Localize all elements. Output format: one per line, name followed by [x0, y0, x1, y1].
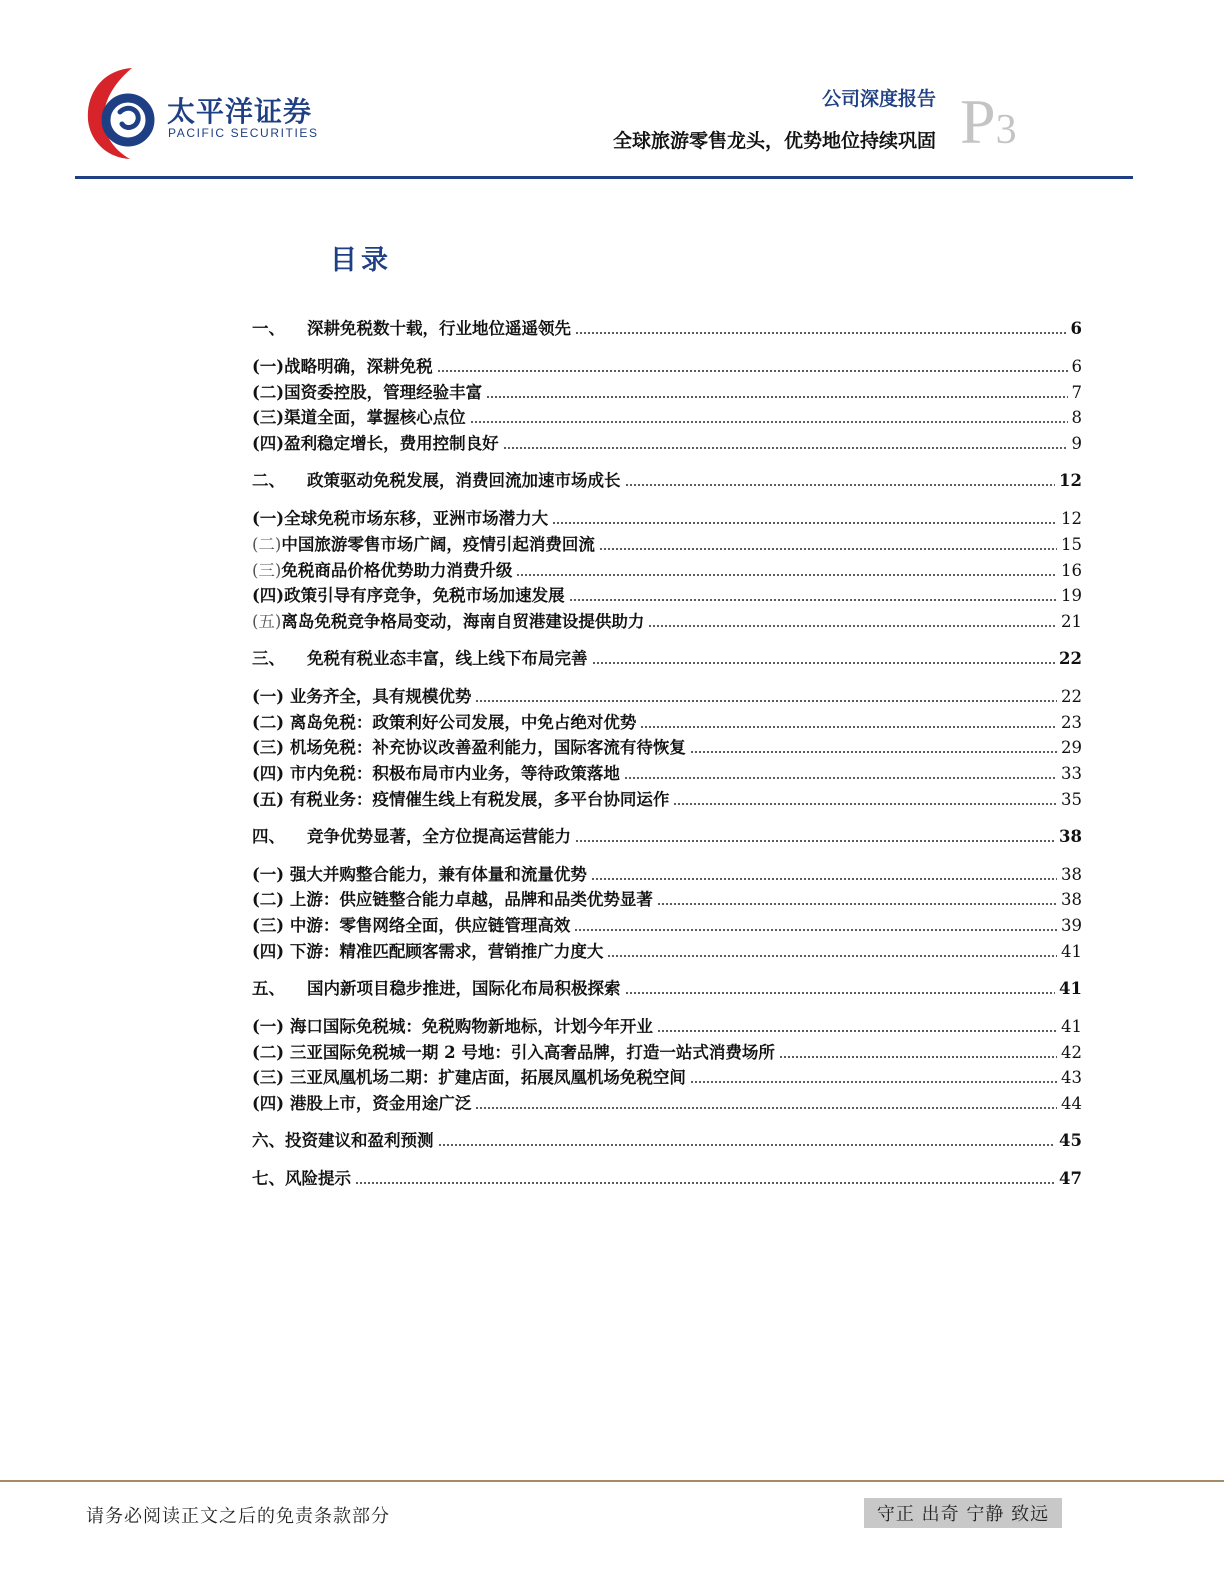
- toc-dot-leader: [599, 548, 1057, 550]
- toc-entry-label: [252, 505, 548, 529]
- toc-dot-leader: [470, 421, 1068, 423]
- toc-entry-label: [252, 786, 669, 810]
- toc-entry-page: 15: [1061, 534, 1082, 554]
- toc-dot-leader: [690, 1081, 1057, 1083]
- toc-entry-page: 9: [1071, 434, 1082, 454]
- toc-entry-title: 深耕免税数十载，行业地位遥遥领先: [307, 319, 571, 338]
- toc-entry-number: (一): [252, 357, 285, 376]
- toc-section-entry[interactable]: [252, 1039, 1082, 1063]
- toc-section-entry[interactable]: [252, 683, 1082, 707]
- toc-entry-page: 29: [1061, 738, 1082, 758]
- toc-entry-page: 41: [1061, 1016, 1082, 1036]
- report-title: 全球旅游零售龙头，优势地位持续巩固: [612, 130, 936, 152]
- toc-chapter-entry[interactable]: [252, 1165, 1082, 1189]
- toc-entry-title: 投资建议和盈利预测: [285, 1130, 434, 1150]
- toc-dot-leader: [625, 484, 1056, 486]
- toc-entry-title: 渠道全面，掌握核心点位: [284, 408, 466, 428]
- toc-dot-leader: [355, 1182, 1055, 1184]
- toc-entry-number: (一): [252, 1016, 285, 1036]
- toc-entry-title: 免税商品价格优势助力消费升级: [281, 560, 513, 580]
- toc-entry-title: 竞争优势显著，全方位提高运营能力: [307, 826, 571, 846]
- toc-dot-leader: [575, 840, 1055, 842]
- toc-entry-number: (二): [252, 890, 285, 910]
- toc-chapter-entry[interactable]: [252, 1127, 1082, 1151]
- toc-dot-leader: [592, 662, 1056, 664]
- toc-entry-title: 风险提示: [285, 1168, 351, 1188]
- toc-entry-label: [252, 557, 512, 581]
- toc-section-entry[interactable]: [252, 608, 1082, 632]
- toc-entry-title: 业务齐全，具有规模优势: [284, 686, 472, 706]
- toc-entry-page: 33: [1061, 764, 1082, 783]
- toc-entry-page: 44: [1061, 1093, 1082, 1113]
- toc-section-entry[interactable]: [252, 786, 1082, 810]
- toc-entry-label: [252, 975, 621, 999]
- report-type: 公司深度报告: [821, 88, 936, 110]
- toc-entry-number: (四): [252, 764, 285, 783]
- toc-entry-title: 盈利稳定增长，费用控制良好: [284, 434, 499, 454]
- toc-dot-leader: [607, 955, 1057, 957]
- toc-entry-number: 四、: [252, 826, 285, 846]
- toc-dot-leader: [516, 574, 1057, 576]
- toc-entry-page: 6: [1070, 319, 1082, 338]
- toc-dot-leader: [569, 599, 1057, 601]
- toc-dot-leader: [657, 1030, 1057, 1032]
- toc-entry-page: 41: [1059, 978, 1082, 998]
- toc-entry-title: 战略明确，深耕免税: [284, 357, 433, 376]
- toc-entry-label: [252, 823, 571, 847]
- toc-dot-leader: [438, 1144, 1056, 1146]
- toc-entry-title: 三亚凤凰机场二期：扩建店面，拓展凤凰机场免税空间: [284, 1068, 686, 1088]
- toc-section-entry[interactable]: [252, 353, 1082, 377]
- toc-entry-label: [252, 531, 595, 555]
- toc-section-entry[interactable]: [252, 760, 1082, 784]
- toc-chapter-entry[interactable]: [252, 823, 1082, 847]
- toc-entry-label: [252, 430, 499, 454]
- toc-entry-number: (三): [252, 916, 285, 936]
- toc-entry-number: (二): [252, 382, 285, 402]
- logo-text-en: PACIFIC SECURITIES: [168, 126, 319, 140]
- toc-entry-title: 离岛免税竞争格局变动，海南自贸港建设提供助力: [281, 611, 645, 631]
- toc-entry-title: 强大并购整合能力，兼有体量和流量优势: [284, 864, 587, 884]
- toc-section-entry[interactable]: [252, 1090, 1082, 1114]
- logo-text-cn: 太平洋证券: [167, 95, 313, 128]
- toc-entry-title: 上游：供应链整合能力卓越，品牌和品类优势显著: [284, 890, 653, 910]
- toc-entry-number: 一、: [252, 319, 285, 338]
- toc-entry-page: 38: [1061, 890, 1082, 910]
- toc-entry-label: [252, 353, 433, 377]
- toc-entry-page: 19: [1061, 586, 1082, 606]
- toc-entry-title: 国资委控股，管理经验丰富: [284, 382, 483, 402]
- toc-entry-page: 16: [1061, 560, 1082, 580]
- toc-heading: 目录: [330, 245, 392, 276]
- toc-entry-number: 五、: [252, 978, 285, 998]
- toc-section-entry[interactable]: [252, 379, 1082, 403]
- toc-entry-label: [252, 404, 466, 428]
- toc-entry-label: [252, 1165, 351, 1189]
- toc-dot-leader: [640, 726, 1057, 728]
- toc-entry-label: [252, 645, 588, 669]
- toc-entry-number: (三): [252, 1068, 285, 1088]
- toc-entry-label: [252, 760, 620, 784]
- toc-entry-label: [252, 1064, 686, 1088]
- page-prefix: P: [960, 86, 996, 157]
- toc-entry-label: [252, 608, 644, 632]
- toc-entry-number: (二): [252, 534, 282, 554]
- toc-entry-label: [252, 467, 621, 491]
- page-number: [960, 86, 1017, 157]
- toc-entry-number: (一): [252, 686, 285, 706]
- toc-dot-leader: [673, 803, 1057, 805]
- header-divider: [75, 176, 1133, 179]
- toc-dot-leader: [591, 878, 1057, 880]
- toc-entry-page: 12: [1059, 471, 1082, 491]
- toc-section-entry[interactable]: [252, 912, 1082, 936]
- toc-entry-number: (二): [252, 712, 285, 732]
- toc-entry-title: 离岛免税：政策利好公司发展，中免占绝对优势: [284, 712, 637, 732]
- toc-entry-number: (四): [252, 586, 285, 606]
- toc-section-entry[interactable]: [252, 531, 1082, 555]
- toc-dot-leader: [575, 332, 1067, 334]
- toc-entry-title: 政策驱动免税发展，消费回流加速市场成长: [307, 471, 621, 491]
- toc-section-entry[interactable]: [252, 557, 1082, 581]
- toc-entry-page: 45: [1059, 1130, 1082, 1150]
- toc-entry-label: [252, 734, 686, 758]
- toc-entry-label: [252, 1039, 775, 1063]
- toc-entry-number: (一): [252, 509, 285, 529]
- toc-section-entry[interactable]: [252, 861, 1082, 885]
- toc-entry-title: 中国旅游零售市场广阔，疫情引起消费回流: [281, 534, 595, 554]
- toc-section-entry[interactable]: [252, 430, 1082, 454]
- toc-entry-page: 47: [1059, 1168, 1082, 1188]
- toc-section-entry[interactable]: [252, 1013, 1082, 1037]
- toc-entry-number: (三): [252, 560, 282, 580]
- toc-entry-page: 38: [1059, 826, 1082, 846]
- toc-entry-number: (二): [252, 1042, 285, 1062]
- toc-entry-label: [252, 709, 636, 733]
- toc-entry-title: 中游：零售网络全面，供应链管理高效: [284, 916, 571, 936]
- toc-section-entry[interactable]: [252, 886, 1082, 910]
- toc-entry-page: 21: [1061, 611, 1082, 631]
- toc-entry-page: 43: [1061, 1068, 1082, 1088]
- toc-entry-page: 42: [1061, 1042, 1082, 1062]
- toc-entry-page: 38: [1061, 864, 1082, 884]
- toc-entry-page: 12: [1061, 509, 1082, 529]
- toc-section-entry[interactable]: [252, 404, 1082, 428]
- page-number-value: 3: [995, 107, 1017, 153]
- toc-entry-number: (五): [252, 611, 282, 631]
- toc-dot-leader: [486, 396, 1067, 398]
- toc-dot-leader: [624, 777, 1057, 779]
- toc-entry-number: 七、: [252, 1168, 285, 1188]
- toc-entry-label: [252, 861, 587, 885]
- toc-entry-label: [252, 379, 482, 403]
- toc-entry-number: (四): [252, 941, 285, 961]
- toc-dot-leader: [648, 625, 1057, 627]
- toc-entry-title: 海口国际免税城：免税购物新地标，计划今年开业: [284, 1016, 653, 1036]
- toc-entry-label: [252, 1013, 653, 1037]
- toc-entry-number: (四): [252, 434, 285, 454]
- toc-dot-leader: [437, 370, 1068, 372]
- toc-dot-leader: [625, 992, 1056, 994]
- toc-dot-leader: [475, 700, 1057, 702]
- toc-entry-number: (三): [252, 738, 285, 758]
- toc-dot-leader: [503, 447, 1068, 449]
- toc-entry-page: 23: [1061, 712, 1082, 732]
- toc-entry-title: 市内免税：积极布局市内业务，等待政策落地: [284, 764, 620, 783]
- pacific-securities-logo-icon: [84, 64, 164, 164]
- toc-dot-leader: [657, 903, 1057, 905]
- toc-chapter-entry[interactable]: [252, 467, 1082, 491]
- toc-entry-page: 8: [1071, 408, 1082, 428]
- toc-entry-page: 6: [1071, 357, 1082, 376]
- toc-section-entry[interactable]: [252, 734, 1082, 758]
- footer-divider: [0, 1480, 1224, 1482]
- toc-entry-title: 三亚国际免税城一期 2 号地：引入高奢品牌，打造一站式消费场所: [284, 1042, 775, 1062]
- toc-section-entry[interactable]: [252, 938, 1082, 962]
- toc-entry-label: [252, 912, 570, 936]
- toc-section-entry[interactable]: [252, 709, 1082, 733]
- toc-entry-label: [252, 1090, 471, 1114]
- toc-entry-title: 国内新项目稳步推进，国际化布局积极探索: [307, 978, 621, 998]
- company-logo: [84, 64, 324, 164]
- toc-entry-number: 六、: [252, 1130, 285, 1150]
- toc-entry-title: 政策引导有序竞争，免税市场加速发展: [284, 586, 565, 606]
- toc-entry-page: 22: [1059, 648, 1082, 668]
- footer-disclaimer: 请务必阅读正文之后的免责条款部分: [86, 1506, 390, 1527]
- toc-chapter-entry[interactable]: [252, 975, 1082, 999]
- toc-entry-title: 有税业务：疫情催生线上有税发展，多平台协同运作: [284, 789, 670, 809]
- toc-section-entry[interactable]: [252, 505, 1082, 529]
- toc-dot-leader: [552, 522, 1057, 524]
- toc-entry-label: [252, 886, 653, 910]
- toc-entry-label: [252, 1127, 434, 1151]
- toc-chapter-entry[interactable]: [252, 315, 1082, 339]
- toc-entry-number: (四): [252, 1093, 285, 1113]
- footer-motto: 守正 出奇 宁静 致远: [864, 1498, 1062, 1528]
- toc-entry-label: [252, 683, 471, 707]
- toc-dot-leader: [779, 1056, 1057, 1058]
- toc-entry-title: 港股上市，资金用途广泛: [284, 1093, 472, 1113]
- toc-entry-page: 35: [1061, 789, 1082, 809]
- toc-entry-number: 二、: [252, 471, 285, 491]
- toc-section-entry[interactable]: [252, 1064, 1082, 1088]
- toc-entry-label: [252, 315, 571, 339]
- toc-entry-page: 7: [1071, 382, 1082, 402]
- toc-entry-title: 免税有税业态丰富，线上线下布局完善: [307, 648, 588, 668]
- toc-entry-number: (五): [252, 789, 285, 809]
- toc-entry-title: 全球免税市场东移，亚洲市场潜力大: [284, 509, 549, 529]
- toc-entry-label: [252, 582, 565, 606]
- toc-entry-number: (一): [252, 864, 285, 884]
- toc-section-entry[interactable]: [252, 582, 1082, 606]
- toc-entry-title: 机场免税：补充协议改善盈利能力，国际客流有待恢复: [284, 738, 686, 758]
- toc-entry-page: 41: [1061, 941, 1082, 961]
- toc-dot-leader: [475, 1107, 1057, 1109]
- toc-entry-number: (三): [252, 408, 285, 428]
- toc-entry-title: 下游：精准匹配顾客需求，营销推广力度大: [284, 941, 604, 961]
- toc-entry-page: 22: [1061, 686, 1082, 706]
- toc-chapter-entry[interactable]: [252, 645, 1082, 669]
- toc-dot-leader: [574, 929, 1057, 931]
- toc-entry-page: 39: [1061, 916, 1082, 936]
- toc-entry-label: [252, 938, 603, 962]
- toc-dot-leader: [690, 751, 1057, 753]
- toc-entry-number: 三、: [252, 648, 285, 668]
